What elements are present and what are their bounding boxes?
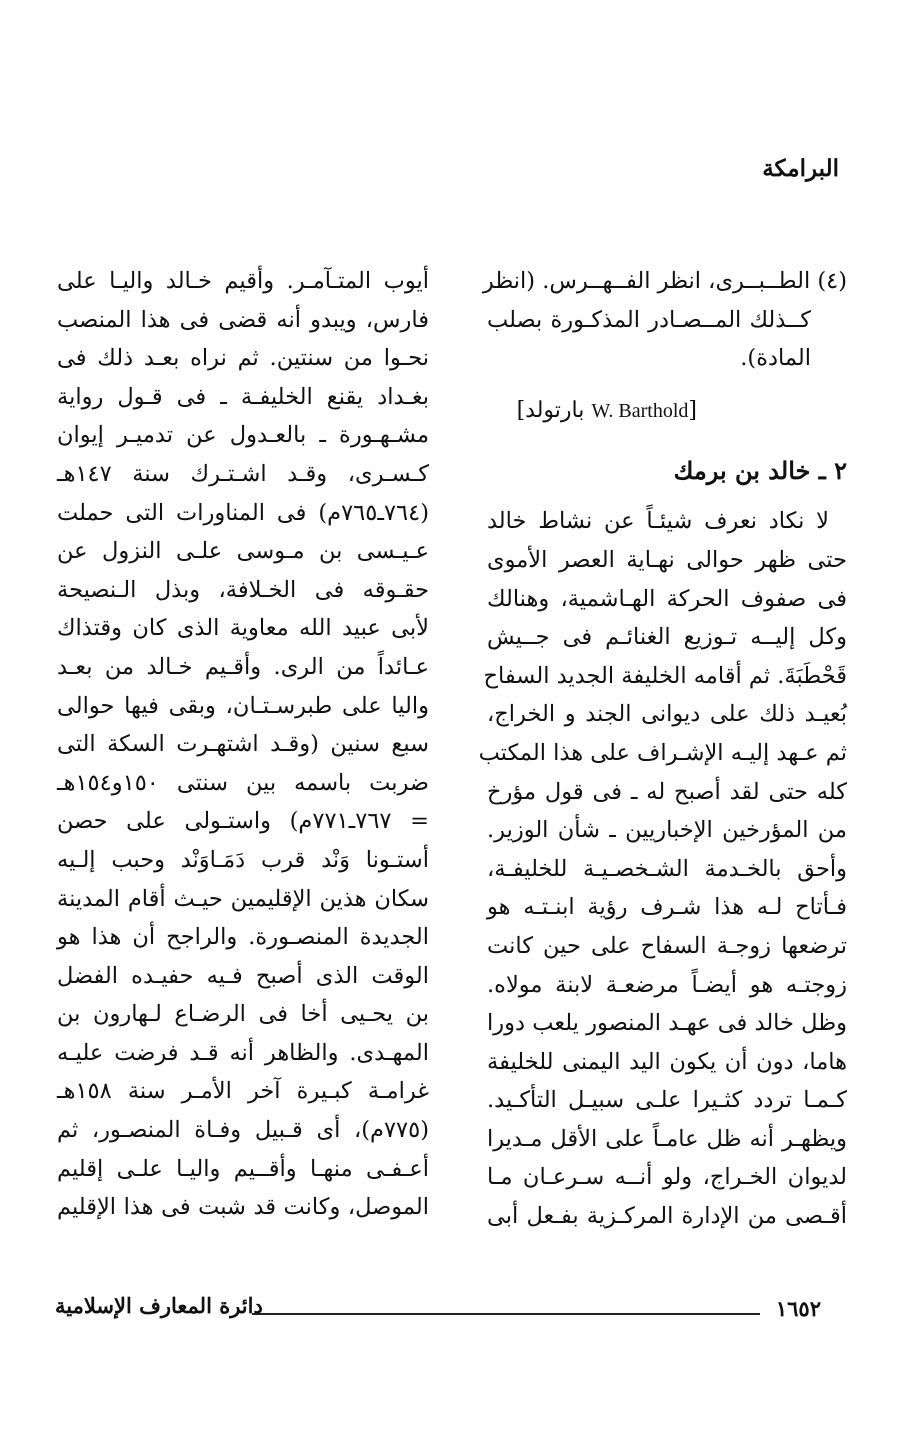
body-line: بُعيـد ذلك على ديوانى الجند و الخراج، [487,701,847,728]
note-line: كــذلك المــصـادر المذكـورة بصلب [487,306,811,333]
body-line: حقـوقه فى الخـلافة، وبذل الـنصيحة [57,576,429,603]
citation-arabic-name: بارتولد] [516,397,585,423]
body-line: مشـهـورة ـ بالعـدول عن تدميـر إيوان [57,422,429,449]
footer-rule [252,1313,760,1315]
body-line: سبع سنين (وقـد اشتهـرت السكة التى [57,731,429,758]
body-line: أيوب المتـآمـر. وأقيم خـالد واليـا على [57,268,429,294]
body-line: ثم عـهد إليـه الإشـراف على هذا المكتب [478,739,847,766]
citation-latin-name: W. Barthold [591,399,689,422]
body-line: (٧٦٤ـ٧٦٥م) فى المناورات التى حملت [57,499,429,526]
body-line: وظل خالد فى عهـد المنصور يلعب دورا [487,1010,847,1037]
body-line: الموصل، وكانت قد شبت فى هذا الإقليم [57,1194,429,1221]
body-line: المهـدى. والظاهر أنه قـد فرضت عليـه [57,1039,429,1066]
body-line: واليا على طبرسـتـان، وبقى فيها حوالى [57,692,429,719]
body-line: فى صفوف الحركة الهـاشمية، وهنالك [487,585,847,612]
body-line: كـمـا تردد كثـيرا علـى سبيـل التأكـيد. [487,1087,847,1114]
body-line: سكان هذين الإقليمين حيـث أقام المدينة [57,885,429,912]
note-line: المادة). [740,345,811,372]
body-line: عـيـسى بن مـوسى علـى النزول عن [57,538,429,565]
body-line: غرامـة كبـيرة آخر الأمـر سنة ١٥٨هـ [57,1078,429,1105]
left-column [57,262,429,1227]
running-head-title: البرامكة [762,155,839,182]
publication-title: دائرة المعارف الإسلامية [55,1293,263,1318]
body-line: أقـصى من الإدارة المركـزية بفـعل أبى [487,1203,847,1230]
body-line: وكل إليــه تـوزيع الغنائـم فى جــيش [487,624,847,651]
body-line: حتى ظهر حوالى نهـاية العصر الأموى [487,546,847,573]
body-line: عـائداً من الرى. وأقـيم خـالد من بعـد [57,653,429,680]
body-line: هاما، دون أن يكون اليد اليمنى للخليفة [487,1048,847,1075]
body-line: فارس، ويبدو أنه قضى فى هذا المنصب [57,306,429,333]
body-line: نحـوا من سنتين. ثم نراه بعـد ذلك فى [57,345,429,372]
entry-heading: ٢ ـ خالد بن برمك [673,456,847,486]
note-line: (٤) الطــبــرى، انظر الفــهــرس. (انظر [482,268,847,294]
body-line: بن يحـيى أخا فى الرضـاع لـهارون بن [57,1001,429,1028]
body-line: ضربت باسمه بين سنتى ١٥٠و١٥٤هـ [57,769,429,796]
body-line: كله حتى لقد أصبح له ـ فى قول مؤرخ [487,778,847,805]
body-line: كـسـرى، وقـد اشـتـرك سنة ١٤٧هـ [57,460,429,487]
body-line: الجديدة المنصـورة. والراجح أن هذا هو [57,924,429,951]
body-line: = ٧٦٧ـ٧٧١م) واستـولى على حصن [57,808,429,835]
body-line: أستـونا وَنْد قرب دَمَـاوَنْد وحبب إلـيه [57,846,429,873]
right-column [478,262,847,1236]
body-line: قَحْطَبَةَ. ثم أقامه الخليفة الجديد السفاح [483,662,847,689]
body-line: بغـداد يقنع الخليفـة ـ فى قـول رواية [57,383,429,410]
body-line: الوقت الذى أصبح فـيه حفيـده الفضل [57,962,429,989]
body-line: زوجتـه هو أيضـاً مرضعـة لابنة مولاه. [487,971,847,998]
body-line: من المؤرخين الإخباريين ـ شأن الوزير. [487,817,847,844]
body-line: فـأتاح لـه هذا شـرف رؤية ابنـتـه هو [487,894,847,921]
body-line: لا نكاد نعرف شيئـاً عن نشاط خالد [487,508,829,535]
body-line: لديوان الخـراج، ولو أنــه سـرعـان مـا [487,1164,847,1191]
author-citation [487,392,847,431]
body-line: وأحق بالخـدمة الشـخصـيـة للخليفـة، [487,855,847,882]
body-line: أعـفـى منهـا وأقــيم واليـا علـى إقليم [57,1155,429,1182]
body-line: (٧٧٥م)، أى قـبيل وفـاة المنصـور، ثم [57,1117,429,1144]
citation-bracket-open: [ [688,397,697,423]
body-line: لأبى عبيد الله معاوية الذى كان وقتذاك [57,615,429,642]
page-number: ١٦٥٢ [775,1296,821,1321]
body-line: ويظهـر أنه ظل عامـاً على الأقل مـديرا [487,1125,847,1152]
body-line: ترضعها زوجـة السفاح على حين كانت [487,932,847,959]
